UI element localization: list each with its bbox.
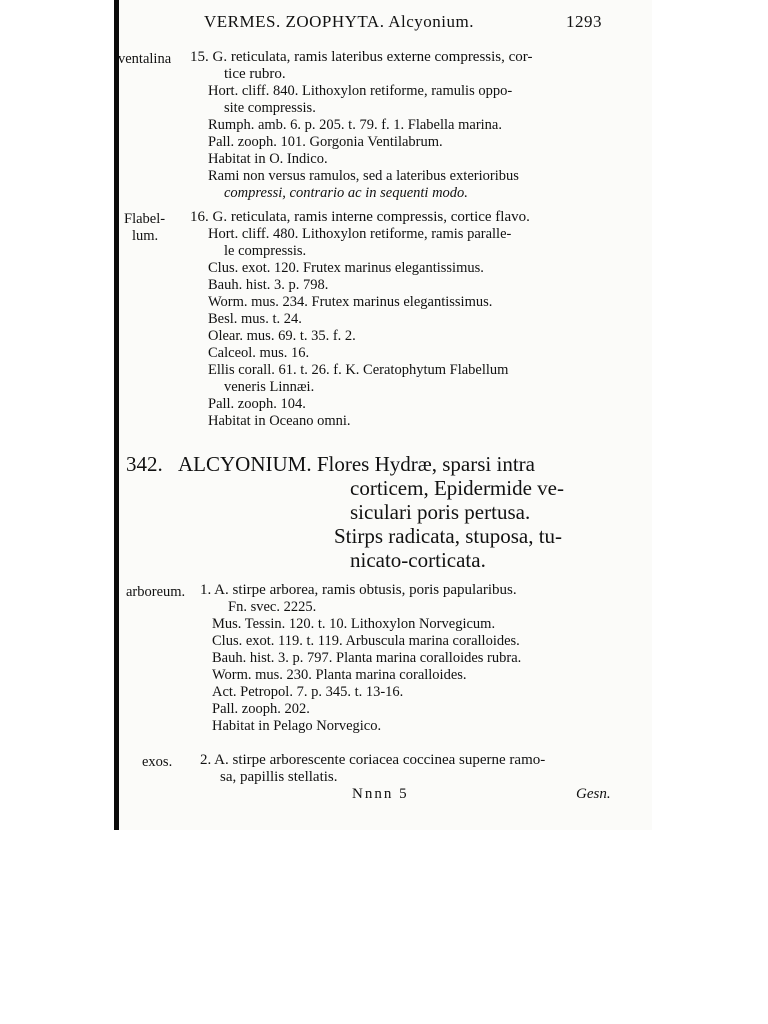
ref-line: Pall. zooph. 104. bbox=[208, 396, 306, 412]
margin-label-ventalina: ventalina bbox=[118, 51, 172, 67]
catchword: Gesn. bbox=[576, 786, 611, 802]
ref-line: Bauh. hist. 3. p. 798. bbox=[208, 277, 329, 293]
ref-line: Olear. mus. 69. t. 35. f. 2. bbox=[208, 328, 356, 344]
alcyonium-1-line-1: 1. A. stirpe arborea, ramis obtusis, poris papularibus. bbox=[200, 582, 517, 598]
ref-line: Hort. cliff. 840. Lithoxylon retiforme, ramulis oppo- bbox=[208, 83, 513, 99]
running-title: VERMES. ZOOPHYTA. Alcyonium. bbox=[204, 12, 475, 31]
ref-line: Calceol. mus. 16. bbox=[208, 345, 310, 361]
genus-line-3: siculari poris pertusa. bbox=[350, 500, 531, 524]
species-15-line-2: tice rubro. bbox=[224, 66, 286, 82]
ref-line: Ellis corall. 61. t. 26. f. K. Ceratophytum Flabellum bbox=[208, 362, 509, 378]
ref-line: Clus. exot. 120. Frutex marinus elegantissimus. bbox=[208, 260, 484, 276]
ref-line: Clus. exot. 119. t. 119. Arbuscula marina coralloides. bbox=[212, 633, 520, 649]
habitat-line: Habitat in Oceano omni. bbox=[208, 413, 351, 429]
ref-line: le compressis. bbox=[224, 243, 307, 259]
margin-label-flabellum-1: Flabel- bbox=[124, 211, 166, 227]
note-line: compressi, contrario ac in sequenti modo. bbox=[224, 185, 468, 201]
ref-line: Pall. zooph. 101. Gorgonia Ventilabrum. bbox=[208, 134, 443, 150]
page-number: 1293 bbox=[566, 12, 602, 31]
ref-line: Hort. cliff. 480. Lithoxylon retiforme, ramis paralle- bbox=[208, 226, 512, 242]
ref-line: Besl. mus. t. 24. bbox=[208, 311, 302, 327]
ref-line: Act. Petropol. 7. p. 345. t. 13-16. bbox=[212, 684, 404, 700]
ref-line: Fn. svec. 2225. bbox=[228, 599, 317, 615]
genus-line-5: nicato-corticata. bbox=[350, 548, 486, 572]
margin-label-arboreum: arboreum. bbox=[126, 584, 186, 600]
ref-line: Bauh. hist. 3. p. 797. Planta marina coralloides rubra. bbox=[212, 650, 522, 666]
page-edge-rule bbox=[114, 0, 119, 830]
margin-label-exos: exos. bbox=[142, 754, 173, 770]
species-15-line-1: 15. G. reticulata, ramis lateribus externe compressis, cor- bbox=[190, 49, 533, 65]
genus-number: 342. bbox=[126, 452, 163, 476]
ref-line: Pall. zooph. 202. bbox=[212, 701, 310, 717]
alcyonium-2-line-1: 2. A. stirpe arborescente coriacea coccinea superne ramo- bbox=[200, 752, 546, 768]
ref-line: veneris Linnæi. bbox=[224, 379, 315, 395]
ref-line: Worm. mus. 234. Frutex marinus elegantissimus. bbox=[208, 294, 493, 310]
ref-line: Rumph. amb. 6. p. 205. t. 79. f. 1. Flabella marina. bbox=[208, 117, 502, 133]
ref-line: site compressis. bbox=[224, 100, 316, 116]
genus-line-1: ALCYONIUM. Flores Hydræ, sparsi intra bbox=[178, 452, 535, 476]
habitat-line: Habitat in Pelago Norvegico. bbox=[212, 718, 382, 734]
species-16-line-1: 16. G. reticulata, ramis interne compressis, cortice flavo. bbox=[190, 209, 530, 225]
ref-line: Worm. mus. 230. Planta marina coralloides. bbox=[212, 667, 467, 683]
alcyonium-2-line-2: sa, papillis stellatis. bbox=[220, 769, 338, 785]
genus-line-4: Stirps radicata, stuposa, tu- bbox=[334, 524, 563, 548]
habitat-line: Habitat in O. Indico. bbox=[208, 151, 328, 167]
signature-mark: Nnnn 5 bbox=[352, 786, 409, 802]
ref-line: Mus. Tessin. 120. t. 10. Lithoxylon Norvegicum. bbox=[212, 616, 496, 632]
genus-line-2: corticem, Epidermide ve- bbox=[350, 476, 564, 500]
note-line: Rami non versus ramulos, sed a lateribus exterioribus bbox=[208, 168, 519, 184]
margin-label-flabellum-2: lum. bbox=[132, 228, 159, 244]
